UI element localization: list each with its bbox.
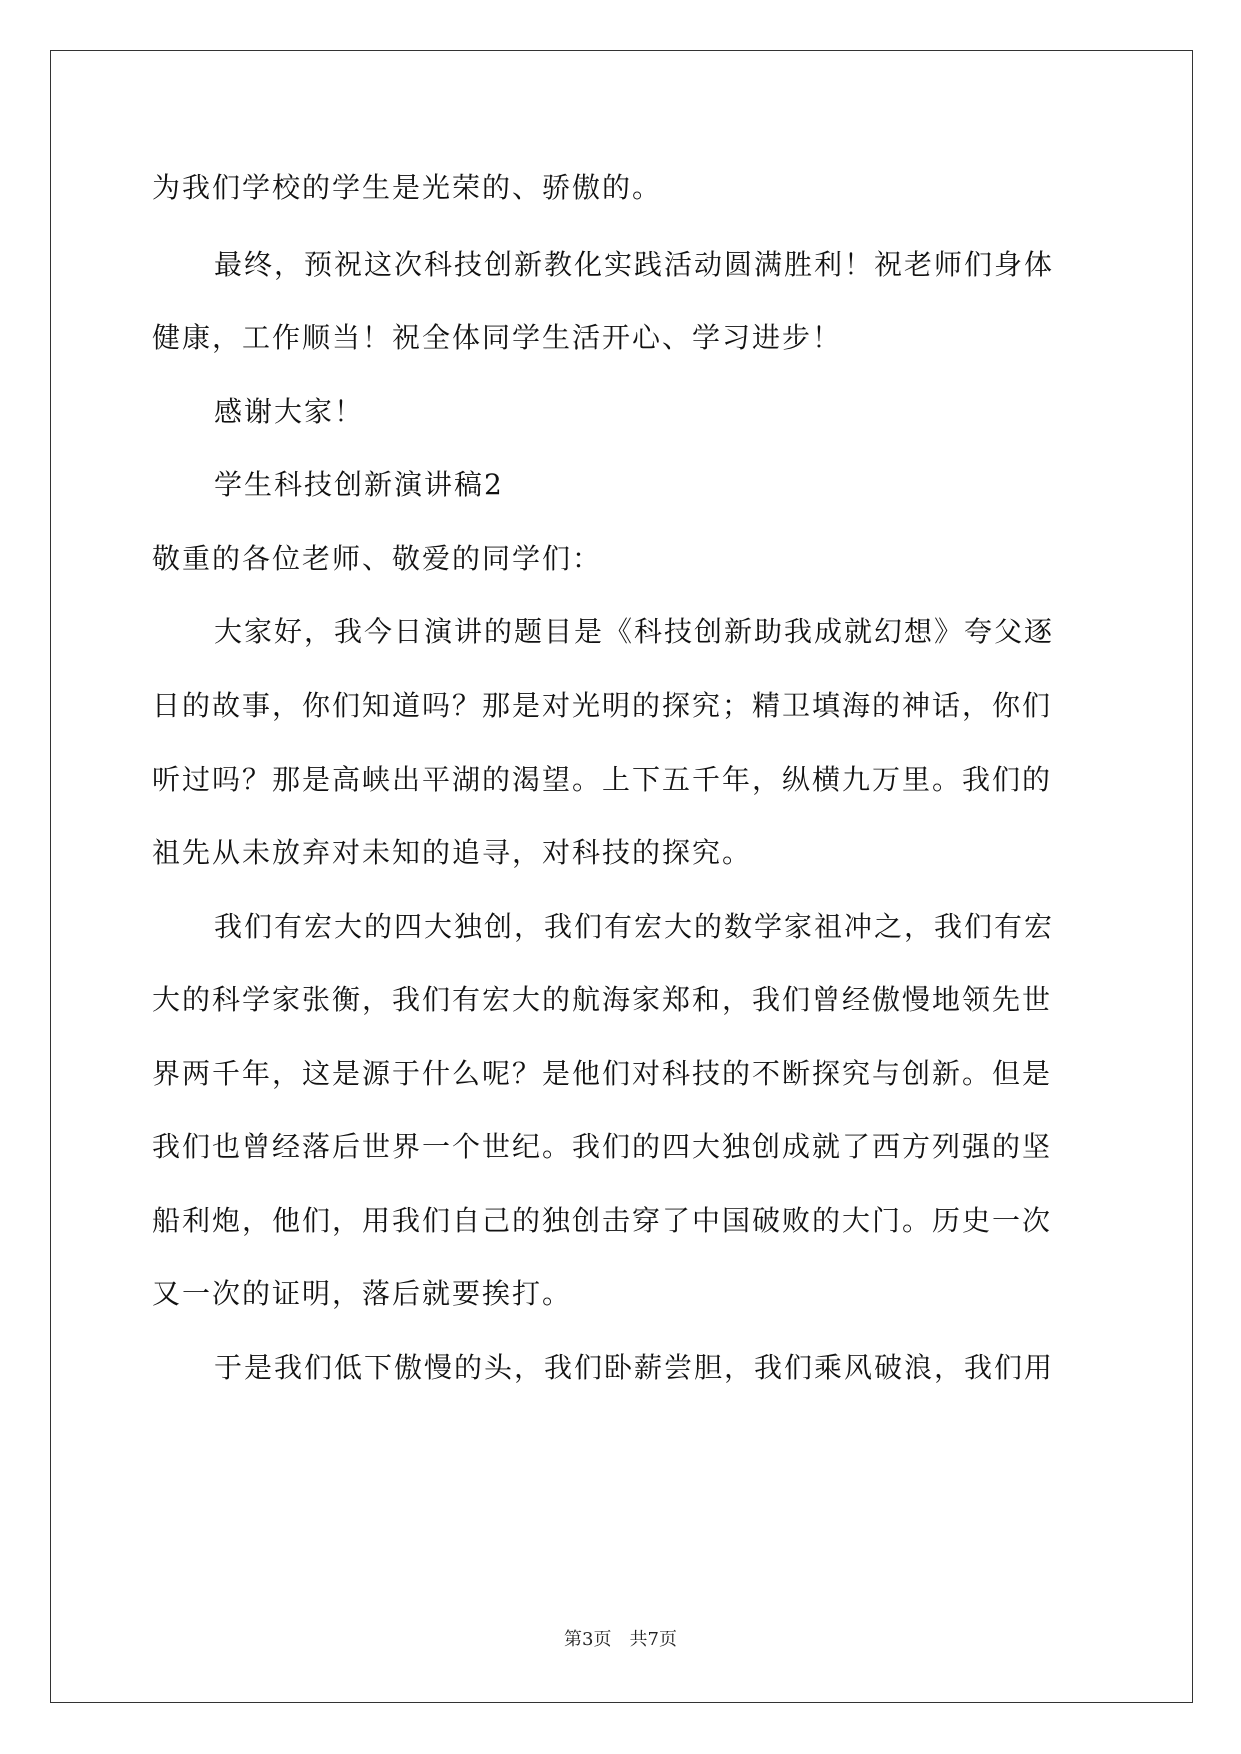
text-line: 感谢大家！ — [214, 395, 365, 428]
text-line: 大的科学家张衡，我们有宏大的航海家郑和，我们曾经傲慢地领先世 — [152, 983, 1053, 1016]
text-line: 听过吗？那是高峡出平湖的渴望。上下五千年，纵横九万里。我们的 — [152, 763, 1053, 796]
page-total: 共7页 — [629, 1629, 677, 1650]
text-line: 最终，预祝这次科技创新教化实践活动圆满胜利！祝老师们身体 — [214, 248, 1055, 281]
page-border — [50, 50, 1193, 1703]
text-line: 祖先从未放弃对未知的追寻，对科技的探究。 — [152, 836, 753, 869]
text-line: 我们有宏大的四大独创，我们有宏大的数学家祖冲之，我们有宏 — [214, 910, 1055, 943]
salutation: 敬重的各位老师、敬爱的同学们： — [152, 542, 603, 575]
text-line: 我们也曾经落后世界一个世纪。我们的四大独创成就了西方列强的坚 — [152, 1130, 1053, 1163]
text-line: 大家好，我今日演讲的题目是《科技创新助我成就幻想》夸父逐 — [214, 615, 1055, 648]
page-number: 第3页 — [564, 1629, 612, 1650]
text-line: 船利炮，他们，用我们自己的独创击穿了中国破败的大门。历史一次 — [152, 1204, 1053, 1237]
section-title: 学生科技创新演讲稿2 — [214, 468, 504, 501]
text-line: 为我们学校的学生是光荣的、骄傲的。 — [152, 171, 663, 204]
text-line: 界两千年，这是源于什么呢？是他们对科技的不断探究与创新。但是 — [152, 1057, 1053, 1090]
text-line: 日的故事，你们知道吗？那是对光明的探究；精卫填海的神话，你们 — [152, 689, 1053, 722]
page-footer — [0, 1628, 1241, 1652]
text-line: 于是我们低下傲慢的头，我们卧薪尝胆，我们乘风破浪，我们用 — [214, 1351, 1055, 1384]
text-line: 健康，工作顺当！祝全体同学生活开心、学习进步！ — [152, 321, 843, 354]
text-line: 又一次的证明，落后就要挨打。 — [152, 1277, 573, 1310]
